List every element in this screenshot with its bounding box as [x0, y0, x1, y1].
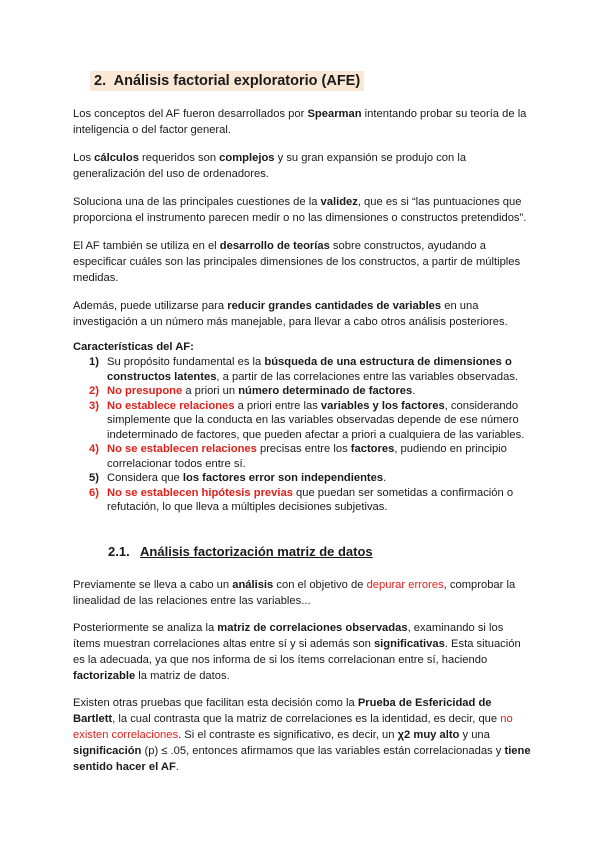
bold-text: Spearman [307, 108, 362, 120]
list-item [73, 399, 533, 443]
text: El AF también se utiliza en el [73, 240, 220, 252]
text: Además, puede utilizarse para [73, 300, 228, 312]
text: precisas entre los [256, 443, 351, 455]
bold-text: búsqueda de una estructura de dimensiones o constructos latentes [107, 356, 512, 383]
section-number: 2. [94, 73, 107, 89]
list-number: 6) [89, 486, 99, 499]
paragraph-depurar [73, 577, 533, 609]
characteristics-list [73, 355, 533, 515]
text: , que es si “las puntuaciones que proporciona el instrumento parecen medir o no las dimensiones o constructos pretendidos”. [73, 196, 527, 224]
text: en una investigación a un número más manejable, para llevar a cabo otros análisis posteriores. [73, 300, 508, 328]
list-number: 1) [89, 356, 99, 368]
bold-text: matriz de correlaciones observadas [217, 622, 408, 634]
text: . Si el contraste es significativo, es decir, un [178, 729, 398, 741]
bold-text: Prueba de Esfericidad de Bartlett [73, 697, 492, 725]
subsection-number: 2.1. [108, 544, 130, 559]
list-item [73, 384, 533, 399]
text: Soluciona una de las principales cuestiones de la [73, 196, 321, 208]
text: Considera que [107, 472, 183, 484]
text: sobre constructos, ayudando a especificar cuáles son las principales dimensiones de los constructos, a partir de múltiples medidas. [73, 240, 521, 284]
text: , la cual contrasta que la matriz de correlaciones es la identidad, es decir, que [112, 713, 501, 725]
text: , examinando si los ítems muestran correlaciones altas entre sí y si además son [73, 622, 504, 650]
subsection-title: Análisis factorización matriz de datos [140, 544, 373, 559]
text: y una [459, 729, 490, 741]
list-number: 4) [89, 443, 99, 455]
text: , comprobar la linealidad de las relaciones entre las variables... [73, 579, 516, 607]
text: . [412, 385, 416, 397]
red-bold-text: No se establecen hipótesis previas [107, 486, 293, 499]
bold-text: χ2 muy alto [397, 729, 460, 741]
bold-text: los factores error son independientes [182, 472, 384, 484]
list-number: 2) [89, 385, 99, 397]
paragraph-bartlett [73, 695, 533, 775]
text: , pudiendo en principio correlacionar todos entre sí. [107, 443, 507, 470]
text: Existen otras pruebas que facilitan esta decisión como la [73, 697, 358, 709]
text: a priori un [182, 385, 239, 397]
bold-text: análisis [232, 579, 274, 591]
list-item [73, 442, 533, 471]
text: (p) ≤ .05, entonces afirmamos que las variables están correlacionadas y [141, 745, 505, 757]
text: , considerando simplemente que la conducta en las variables observadas depende de ese número indeterminado de factores, que pueden afectar a priori a cualquiera de las variables. [107, 399, 525, 441]
red-text: depurar errores [366, 579, 444, 591]
red-bold-text: No presupone [107, 385, 183, 397]
paragraph-reducir [73, 298, 533, 330]
text: Previamente se lleva a cabo un [73, 579, 233, 591]
bold-text: significación [73, 745, 142, 757]
bold-text: significativas [373, 638, 445, 650]
text: Los conceptos del AF fueron desarrollados por [73, 108, 308, 120]
text: , a partir de las correlaciones entre las variables observadas. [216, 370, 519, 383]
red-bold-text: No establece relaciones [107, 399, 235, 412]
bold-text: variables y los factores [320, 399, 445, 412]
text: . Esta situación es la adecuada, ya que nos informa de si los ítems correlacionan entre sí, haciendo [73, 638, 521, 666]
list-item [73, 486, 533, 515]
characteristics-label: Características del AF: [73, 341, 194, 353]
text: . [383, 472, 387, 484]
bold-text: desarrollo de teorías [219, 240, 330, 252]
text: . [175, 761, 179, 773]
text: la matriz de datos. [135, 670, 230, 682]
bold-text: cálculos [94, 152, 139, 164]
text: con el objetivo de [273, 579, 367, 591]
paragraph-spearman [73, 106, 533, 138]
bold-text: reducir grandes cantidades de variables [227, 300, 442, 312]
paragraph-calculos [73, 150, 533, 182]
text: Posteriormente se analiza la [73, 622, 218, 634]
section-heading [90, 71, 364, 91]
red-bold-text: No se establecen relaciones [107, 443, 257, 455]
text: a priori entre las [234, 399, 321, 412]
bold-text: número determinado de factores [238, 385, 413, 397]
text: Los [73, 152, 95, 164]
paragraph-validez [73, 194, 533, 226]
text: requeridos son [138, 152, 220, 164]
red-text: no existen correlaciones [73, 713, 513, 741]
bold-text: tiene sentido hacer el AF [73, 745, 531, 773]
text: y su gran expansión se produjo con la generalización del uso de ordenadores. [73, 152, 467, 180]
list-item [73, 355, 533, 384]
paragraph-teorias [73, 238, 533, 286]
list-number: 3) [89, 399, 99, 412]
list-item [73, 471, 533, 486]
bold-text: complejos [219, 152, 275, 164]
paragraph-matriz [73, 620, 533, 684]
bold-text: factores [350, 443, 395, 455]
list-number: 5) [89, 472, 99, 484]
text: Su propósito fundamental es la [107, 356, 265, 368]
section-title: Análisis factorial exploratorio (AFE) [113, 73, 361, 89]
subsection-heading [108, 544, 373, 559]
text: intentando probar su teoría de la inteligencia o del factor general. [73, 108, 527, 136]
bold-text: validez [320, 196, 358, 208]
bold-text: factorizable [73, 670, 136, 682]
text: que puedan ser sometidas a confirmación o refutación, lo que lleva a múltiples decisiones subjetivas. [107, 486, 514, 513]
